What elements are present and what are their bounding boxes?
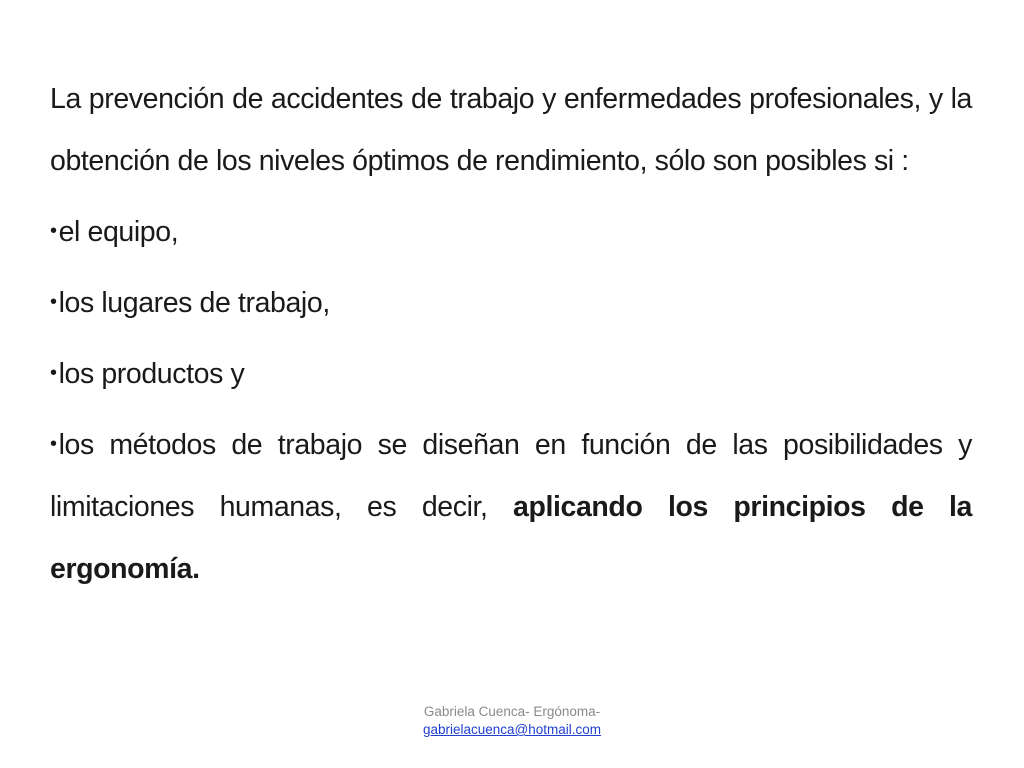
bullet-text: el equipo, xyxy=(58,216,179,248)
footer-author: Gabriela Cuenca- Ergónoma- xyxy=(423,704,601,719)
footer xyxy=(0,703,1024,739)
footer-email-link[interactable]: gabrielacuenca@hotmail.com xyxy=(422,722,602,737)
slide-content xyxy=(50,68,972,600)
intro-paragraph: La prevención de accidentes de trabajo y enfermedades profesionales, y la obtención de los niveles óptimos de rendimiento, sólo son posibles si : xyxy=(50,83,972,177)
bullet-glyph: • xyxy=(50,220,57,242)
bullet-glyph: • xyxy=(50,291,57,313)
bullet-text: los productos y xyxy=(58,358,245,390)
bullet-item-equipo xyxy=(50,200,972,263)
bullet-item-productos xyxy=(50,342,972,405)
bullet-item-lugares xyxy=(50,271,972,334)
bullet-item-metodos xyxy=(50,413,972,600)
bullet-glyph: • xyxy=(50,433,57,455)
bullet-glyph: • xyxy=(50,362,57,384)
bullet-text: los métodos de trabajo se diseñan en función de las posibilidades y limitaciones humanas, es decir, xyxy=(50,429,972,523)
bullet-bold-text: aplicando los principios de la ergonomía. xyxy=(50,491,972,585)
bullet-text: los lugares de trabajo, xyxy=(58,287,330,319)
